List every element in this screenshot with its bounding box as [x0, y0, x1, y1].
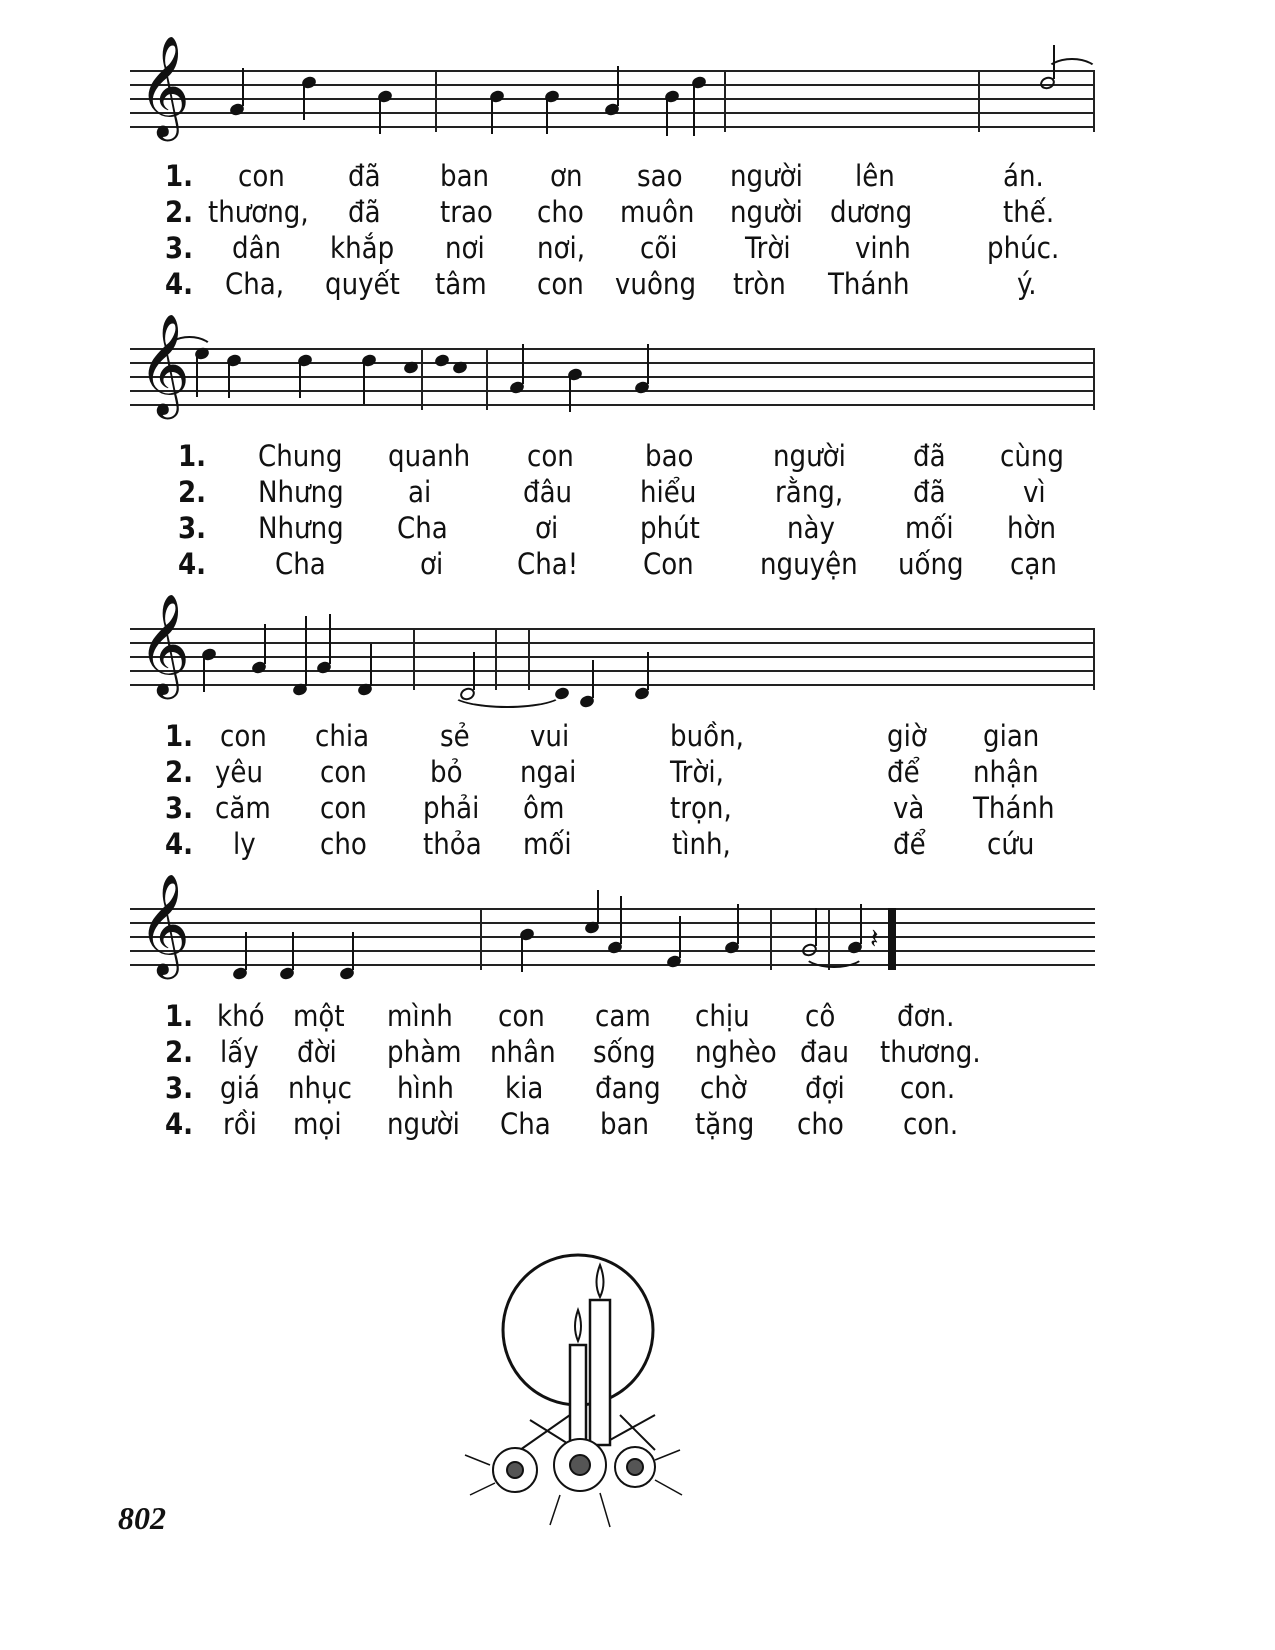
candles-with-flowers-icon	[460, 1245, 690, 1535]
verse-line-3: 3. dân khắp nơi nơi, cõi Trời vinh phúc.	[165, 231, 1060, 265]
lyrics-block	[165, 438, 1105, 582]
verse-line-3: 3. Nhưng Cha ơi phút này mối hờn	[178, 511, 1057, 545]
lyrics-block	[165, 718, 1105, 862]
verse-line-2: 2. yêu con bỏ ngai Trời, để nhận	[165, 755, 1039, 789]
verse-line-2: 2. lấy đời phàm nhân sống nghèo đau thương.	[165, 1035, 981, 1069]
verse-line-1: 1. khó một mình con cam chịu cô đơn.	[165, 999, 955, 1033]
staff	[130, 312, 1095, 415]
treble-clef-icon: 𝄞	[138, 872, 191, 975]
treble-clef-icon: 𝄞	[138, 312, 191, 415]
page-number: 802	[118, 1500, 166, 1536]
staff	[130, 34, 1095, 137]
verse-line-4: 4. ly cho thỏa mối tình, để cứu	[165, 827, 1035, 861]
verse-line-4: 4. Cha ơi Cha! Con nguyện uống cạn	[178, 547, 1057, 581]
treble-clef-icon: 𝄞	[138, 592, 191, 695]
verse-line-1: 1. Chung quanh con bao người đã cùng	[178, 439, 1064, 473]
verse-line-3: 3. giá nhục hình kia đang chờ đợi con.	[165, 1071, 956, 1105]
staff	[130, 592, 1095, 695]
verse-line-4: 4. Cha, quyết tâm con vuông tròn Thánh ý.	[165, 267, 1037, 301]
rest-icon: 𝄽	[870, 922, 879, 955]
verse-line-4: 4. rồi mọi người Cha ban tặng cho con.	[165, 1107, 959, 1141]
verse-line-2: 2. thương, đã trao cho muôn người dương thế.	[165, 195, 1055, 229]
verse-line-2: 2. Nhưng ai đâu hiểu rằng, đã vì	[178, 475, 1046, 509]
lyrics-block	[165, 998, 1105, 1142]
staff	[130, 872, 1095, 975]
verse-line-3: 3. căm con phải ôm trọn, và Thánh	[165, 791, 1055, 825]
verse-line-1: 1. con chia sẻ vui buồn, giờ gian	[165, 719, 1040, 753]
lyrics-block	[165, 158, 1105, 302]
verse-line-1: 1. con đã ban ơn sao người lên án.	[165, 159, 1044, 193]
treble-clef-icon: 𝄞	[138, 34, 191, 137]
